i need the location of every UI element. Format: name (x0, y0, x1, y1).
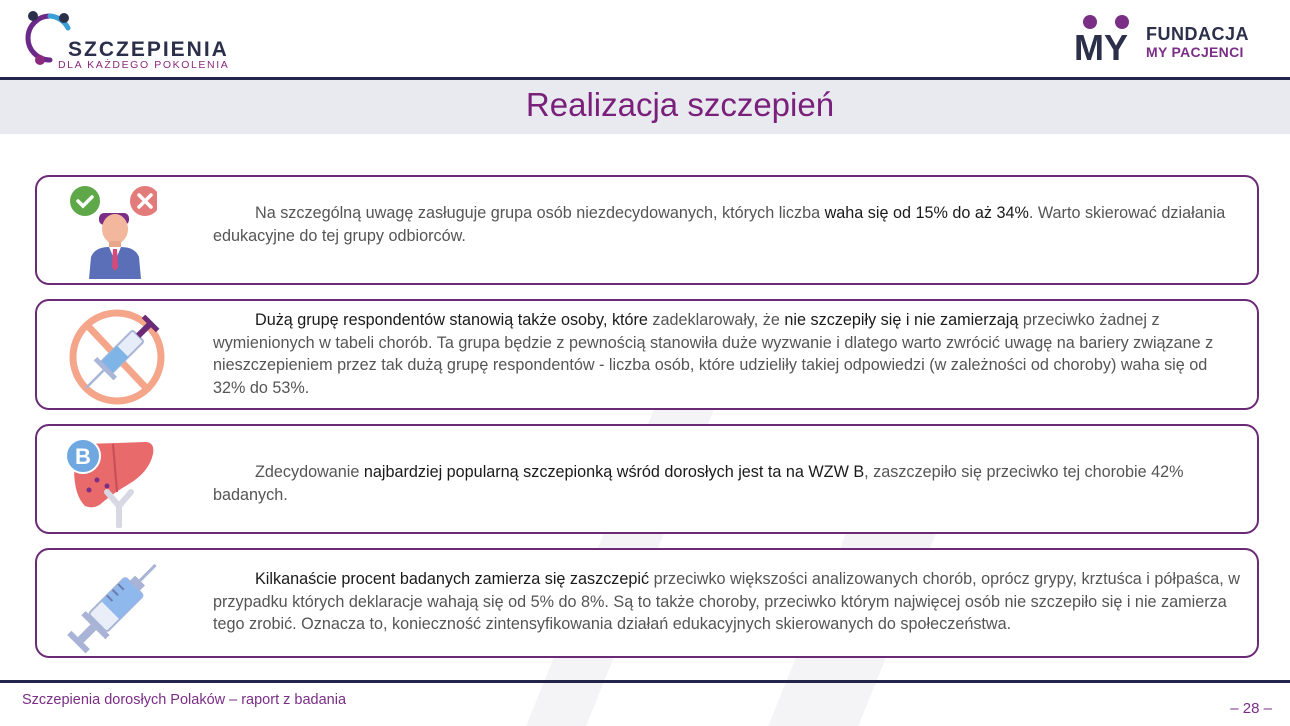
text-segment: Na szczególną uwagę zasługuje grupa osób niezdecydowanych, których liczba (255, 204, 825, 222)
szczepienia-logo[interactable] (20, 8, 260, 72)
text-segment: . Warto skierować działania edukacyjne do tej grupy odbiorców. (213, 204, 1226, 245)
logo-right-mark: MY (1074, 27, 1128, 64)
text-segment-bold: nie szczepiły się i nie zamierzają (784, 311, 1019, 329)
text-segment-bold: najbardziej popularną szczepionką wśród dorosłych jest ta na WZW B (363, 463, 865, 481)
text-segment: przeciwko większości analizowanych chorób, oprócz grypy, krztuśca i półpaśca, w przypadku których deklaracje wahają się od 5% do 8%. Są to także choroby, przeciwko którym najwięcej osób nie szczepiło się i nie zamierza tego zrobić. Oznacza to, konieczność zintensyfikowania działań edukacyjnych skierowanych do społeczeństwa. (213, 570, 1240, 633)
text-segment: przeciwko żadnej z wymienionych w tabeli chorób. Ta grupa będzie z pewnością stanowiła duże wyzwanie i dlatego warto zwrócić uwagę na bariery związane z nieszczepieniem przez tak dużą grupę respondentów - liczba osób, które udzieliły takiej odpowiedzi (w zależności od choroby) waha się od 32% do 53%. (213, 311, 1214, 397)
logo-right-line2: MY PACJENCI (1146, 44, 1244, 60)
fundacja-my-pacjenci-logo[interactable] (1074, 14, 1274, 66)
text-segment: , zaszczepiło się przeciwko tej chorobie 42% badanych. (213, 463, 1184, 504)
logo-left-word: SZCZEPIENIA (68, 38, 229, 61)
no-vaccine-icon (65, 305, 169, 409)
card-text (213, 202, 1243, 247)
info-card-undecided (35, 175, 1259, 285)
header (0, 0, 1290, 78)
info-card-intend-to-vaccinate (35, 548, 1259, 658)
info-card-hepatitis-b (35, 424, 1259, 534)
svg-text:B: B (75, 444, 91, 469)
syringe-icon (61, 554, 171, 654)
info-card-not-vaccinated (35, 299, 1259, 410)
page-number: – 28 – (1230, 700, 1272, 717)
text-segment-bold: Kilkanaście procent badanych zamierza się zaszczepić (255, 570, 650, 588)
background-decoration (526, 360, 734, 726)
footer-report-title: Szczepienia dorosłych Polaków – raport z badania (22, 692, 347, 708)
card-text (213, 568, 1243, 636)
page-title: Realizacja szczepień (525, 86, 835, 123)
liver-hepatitis-b-icon (63, 432, 163, 528)
footer-divider (0, 680, 1290, 683)
logo-right-line1: FUNDACJA (1146, 24, 1249, 44)
text-segment: zadeklarowały, że (647, 311, 785, 329)
text-segment: Zdecydowanie (255, 463, 364, 481)
undecided-person-icon (57, 183, 157, 279)
card-text (213, 461, 1243, 506)
text-segment-bold: waha się od 15% do aż 34% (824, 204, 1029, 222)
logo-left-subtitle: DLA KAŻDEGO POKOLENIA (58, 59, 230, 71)
text-segment-bold: Dużą grupę respondentów stanowią także osoby, które (255, 311, 648, 329)
my-logo-mark-icon (1074, 14, 1140, 64)
card-text (213, 309, 1243, 399)
